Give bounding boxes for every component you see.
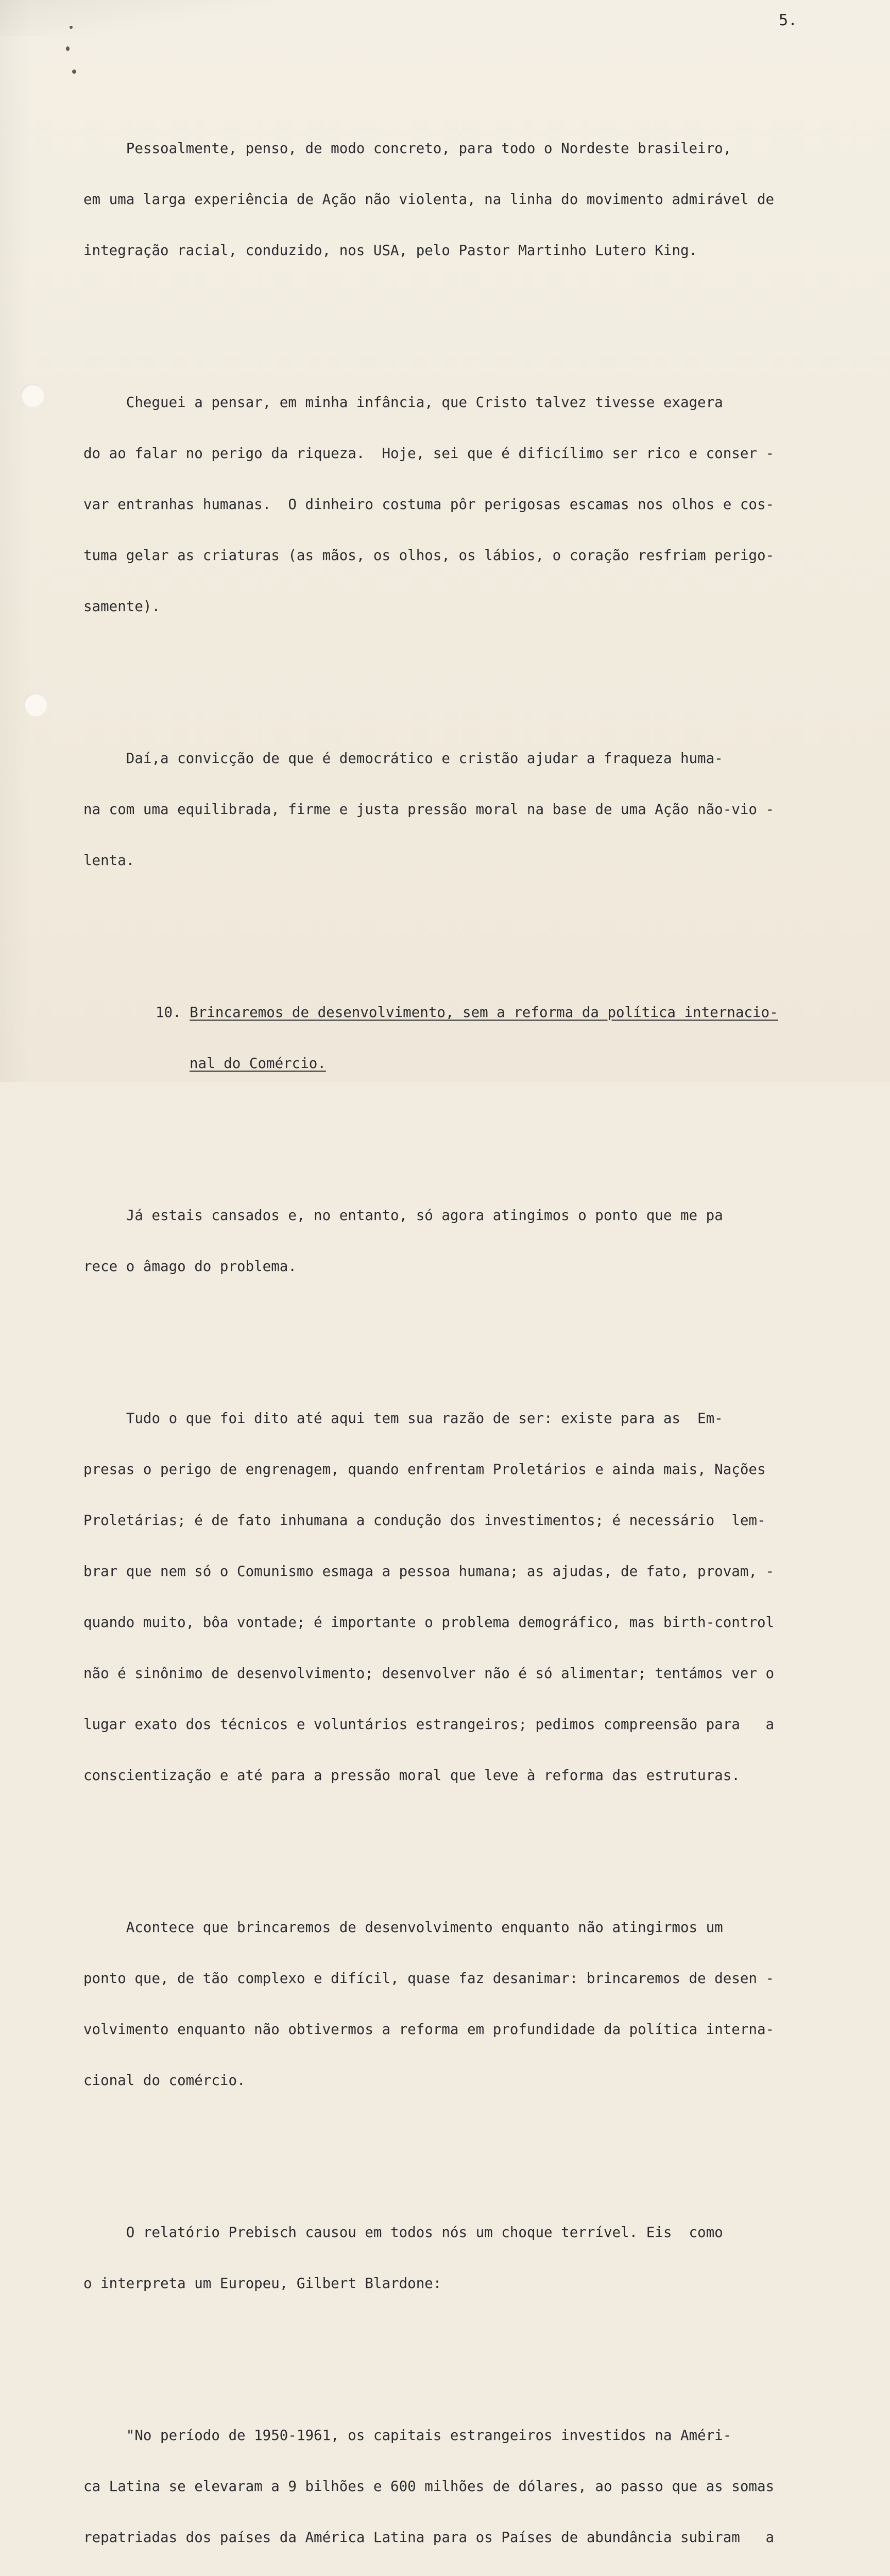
text-line: Já estais cansados e, no entanto, só agora atingimos o ponto que me pa <box>83 1207 723 1224</box>
punch-hole <box>24 693 47 717</box>
heading-line <box>156 1055 825 1072</box>
page-number: 5. <box>779 11 798 29</box>
ink-speck <box>66 46 70 51</box>
text-line: do ao falar no perigo da riqueza. Hoje, sei que é dificílimo ser rico e conser - <box>83 445 775 462</box>
heading-line <box>156 1004 825 1021</box>
text-line: presas o perigo de engrenagem, quando enfrentam Proletários e ainda mais, Nações <box>83 1461 766 1478</box>
text-line: lugar exato dos técnicos e voluntários estrangeiros; pedimos compreensão para a <box>83 1716 775 1733</box>
text-line: em uma larga experiência de Ação não violenta, na linha do movimento admirável de <box>83 191 775 208</box>
text-line: tuma gelar as criaturas (as mãos, os olhos, os lábios, o coração resfriam perigo- <box>83 547 775 564</box>
paragraph <box>83 1885 825 2123</box>
text-line: Tudo o que foi dito até aqui tem sua razão de ser: existe para as Em- <box>83 1410 723 1427</box>
paragraph <box>83 106 825 293</box>
text-line: samente). <box>83 598 161 615</box>
text-line: "No período de 1950-1961, os capitais estrangeiros investidos na Améri- <box>83 2427 732 2444</box>
text-line: O relatório Prebisch causou em todos nós um choque terrível. Eis como <box>83 2224 723 2241</box>
text-line: ponto que, de tão complexo e difícil, quase faz desanimar: brincaremos de desen - <box>83 1970 775 1987</box>
text-line: Pessoalmente, penso, de modo concreto, para todo o Nordeste brasileiro, <box>83 140 732 157</box>
text-line: não é sinônimo de desenvolvimento; desenvolver não é só alimentar; tentámos ver o <box>83 1665 775 1682</box>
text-line: rece o âmago do problema. <box>83 1258 297 1275</box>
text-line: na com uma equilibrada, firme e justa pressão moral na base de uma Ação não-vio - <box>83 801 775 818</box>
text-line: brar que nem só o Comunismo esmaga a pessoa humana; as ajudas, de fato, provam, - <box>83 1563 775 1580</box>
quotation <box>83 2393 825 2576</box>
text-line: Acontece que brincaremos de desenvolvimento enquanto não atingirmos um <box>83 1919 723 1936</box>
heading-text: nal do Comércio. <box>190 1055 326 1072</box>
heading-number: 10. <box>156 1004 181 1021</box>
text-line: volvimento enquanto não obtivermos a reforma em profundidade da política interna- <box>83 2021 775 2038</box>
ink-speck <box>72 70 76 74</box>
text-line: quando muito, bôa vontade; é importante o problema demográfico, mas birth-control <box>83 1614 775 1631</box>
text-line: lenta. <box>83 852 135 869</box>
text-line: ca Latina se elevaram a 9 bilhões e 600 milhões de dólares, ao passo que as somas <box>83 2478 775 2495</box>
text-line: Daí,a convicção de que é democrático e cristão ajudar a fraqueza huma- <box>83 750 723 767</box>
punch-hole <box>21 384 44 408</box>
text-line: repatriadas dos países da América Latina para os Países de abundância subiram a <box>83 2529 775 2546</box>
text-line: cional do comércio. <box>83 2072 246 2089</box>
paragraph <box>83 716 825 903</box>
text-line: var entranhas humanas. O dinheiro costuma pôr perigosas escamas nos olhos e cos- <box>83 496 775 513</box>
heading-text: Brincaremos de desenvolvimento, sem a reforma da política internacio- <box>190 1004 778 1021</box>
text-line: o interpreta um Europeu, Gilbert Blardone: <box>83 2275 442 2292</box>
section-heading-10 <box>156 970 825 1106</box>
text-line: Proletárias; é de fato inhumana a condução dos investimentos; é necessário lem- <box>83 1512 766 1529</box>
paragraph <box>83 1376 825 1818</box>
body-text <box>83 72 825 2576</box>
text-line: integração racial, conduzido, nos USA, pelo Pastor Martinho Lutero King. <box>83 242 698 259</box>
paragraph <box>83 360 825 649</box>
text-line: Cheguei a pensar, em minha infância, que Cristo talvez tivesse exagera <box>83 394 723 411</box>
paragraph <box>83 2190 825 2326</box>
text-line: conscientização e até para a pressão moral que leve à reforma das estruturas. <box>83 1767 740 1784</box>
paragraph <box>83 1173 825 1309</box>
paper-fold-shadow <box>0 0 299 36</box>
ink-speck <box>70 26 73 29</box>
